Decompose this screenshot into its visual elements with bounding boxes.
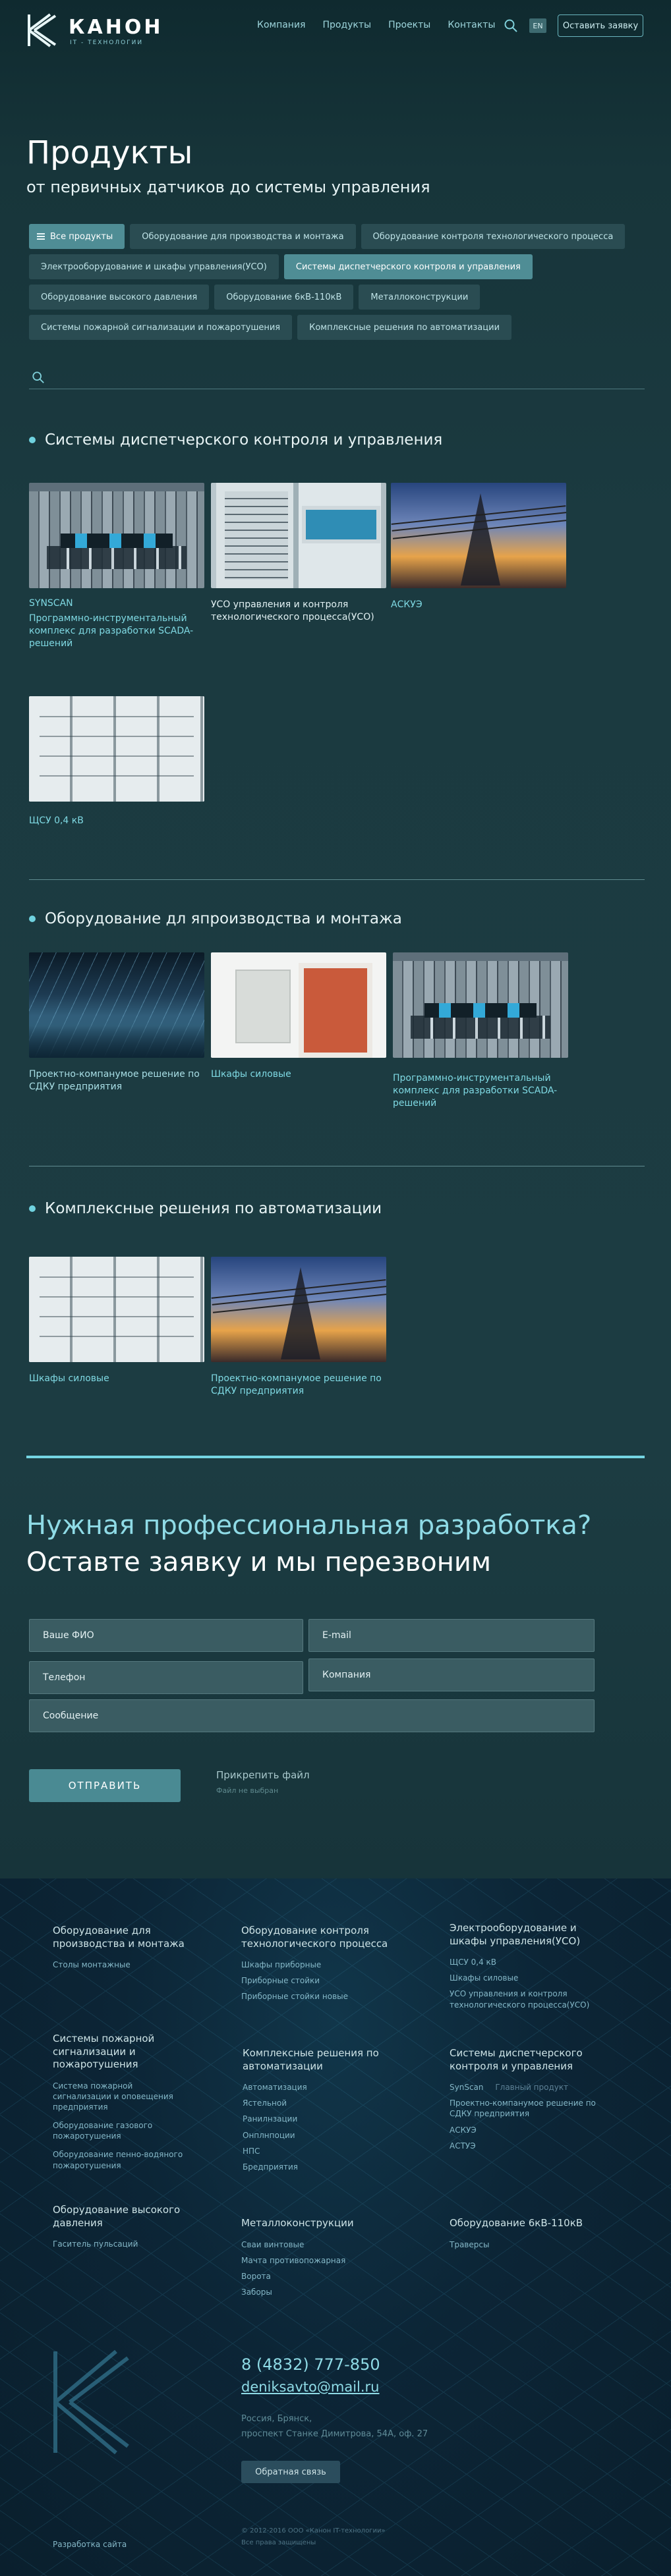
logo-text: КАНОН (69, 16, 163, 39)
product-caption-detail: Программно-инструментальный комплекс для разработки SCADA-решений (29, 613, 194, 649)
copyright (241, 2525, 386, 2549)
product-caption: АСКУЭ (391, 599, 423, 610)
footer-link[interactable]: Шкафы приборные (241, 1960, 322, 1969)
product-image (393, 952, 568, 1058)
address-line: проспект Станке Димитрова, 54А, оф. 27 (241, 2428, 428, 2439)
product-caption: Шкафы силовые (211, 1069, 291, 1080)
product-card[interactable] (211, 483, 386, 624)
product-caption: ЩСУ 0,4 кВ (29, 815, 84, 826)
section-title (29, 431, 442, 449)
footer-link[interactable]: Онплнпоции (243, 2130, 295, 2140)
nav-item-company[interactable]: Компания (257, 20, 306, 30)
footer-link[interactable]: ЩСУ 0,4 кВ (450, 1958, 497, 1967)
footer-column-title[interactable]: Электрооборудование и шкафы управления(УСО) (450, 1922, 581, 1947)
address-line: Россия, Брянск, (241, 2414, 312, 2424)
attach-file-link[interactable]: Прикрепить файл (216, 1769, 310, 1781)
footer-link[interactable]: АСТУЭ (450, 2141, 476, 2151)
company-field[interactable]: Компания (308, 1658, 595, 1691)
page-title: Продукты (26, 134, 193, 171)
footer-column-title[interactable]: Системы диспетчерского контроля и управления (450, 2047, 583, 2072)
footer-link[interactable]: Сваи винтовые (241, 2239, 305, 2249)
product-search-input[interactable] (29, 366, 645, 389)
search-icon (32, 371, 45, 384)
footer-column (243, 2047, 394, 2178)
site-developer-link[interactable]: Разработка сайта (53, 2540, 127, 2549)
product-caption: Шкафы силовые (29, 1373, 109, 1384)
footer-column-title[interactable]: Оборудование для производства и монтажа (53, 1925, 185, 1950)
filter-chip[interactable]: Комплексные решения по автоматизации (297, 315, 511, 340)
footer-link[interactable]: Оборудование пенно-водяного пожаротушения (53, 2150, 183, 2170)
footer-link[interactable]: Главный продукт (495, 2083, 569, 2092)
copyright-line: Все права защищены (241, 2539, 316, 2546)
phone-field[interactable]: Телефон (29, 1661, 303, 1694)
product-card[interactable] (211, 952, 386, 1081)
product-card[interactable] (29, 952, 204, 1093)
nav-item-contacts[interactable]: Контакты (448, 20, 496, 30)
footer-link[interactable]: Заборы (241, 2288, 272, 2297)
product-image (211, 1257, 386, 1362)
footer-link[interactable]: Приборные стойки новые (241, 1992, 349, 2002)
footer-link[interactable]: Ворота (241, 2271, 271, 2281)
section-title-text: Оборудование дл япроизводства и монтажа (45, 910, 402, 927)
filter-chip-label: Все продукты (50, 231, 113, 242)
section-divider (29, 879, 645, 880)
footer-link[interactable]: Приборные стойки (241, 1976, 320, 1986)
product-caption: Проектно-компанумое решение по СДКУ предприятия (211, 1373, 382, 1396)
order-button[interactable]: Оставить заявку (558, 14, 643, 37)
footer-link[interactable]: SynScan (450, 2083, 484, 2092)
bullet-dot (29, 1205, 36, 1212)
product-caption: Программно-инструментальный комплекс для разработки SCADA-решений (393, 1073, 558, 1109)
footer-column (450, 2217, 601, 2255)
footer-column-title[interactable]: Оборудование контроля технологического процесса (241, 1925, 388, 1950)
contact-email[interactable]: deniksavto@mail.ru (241, 2379, 380, 2395)
footer-column (53, 2033, 185, 2176)
product-card[interactable] (211, 1257, 386, 1398)
language-switch[interactable]: EN (529, 18, 546, 33)
footer-link[interactable]: Проектно-компанумое решение по СДКУ предприятия (450, 2098, 596, 2119)
product-image (211, 483, 386, 588)
product-card[interactable] (29, 483, 204, 650)
logo-icon[interactable] (24, 12, 61, 49)
footer-link[interactable]: УСО управления и контроля технологического процесса(УСО) (450, 1989, 590, 2010)
footer-column-title[interactable]: Оборудование высокого давления (53, 2204, 181, 2229)
name-field[interactable]: Ваше ФИО (29, 1619, 303, 1652)
filter-chip[interactable]: Оборудование контроля технологического процесса (361, 224, 626, 249)
message-field[interactable]: Сообщение (29, 1699, 595, 1732)
footer-link[interactable]: НПС (243, 2146, 260, 2156)
footer-link[interactable]: Гаситель пульсаций (53, 2239, 138, 2249)
main-nav (257, 20, 495, 30)
product-image (29, 1257, 204, 1362)
filter-chip-all[interactable] (29, 224, 125, 249)
footer-column (53, 1925, 204, 1975)
footer-link[interactable]: Бредприятия (243, 2162, 299, 2172)
footer-link[interactable]: Ранилнзации (243, 2114, 298, 2124)
nav-item-projects[interactable]: Проекты (388, 20, 431, 30)
contact-address (241, 2412, 428, 2442)
footer-column (241, 2217, 393, 2303)
attach-file-status: Файл не выбран (216, 1786, 279, 1795)
copyright-line: © 2012-2016 ООО «Канон IT-технологии» (241, 2527, 386, 2535)
feedback-button[interactable]: Обратная связь (241, 2461, 340, 2483)
footer-link[interactable]: Оборудование газового пожаротушения (53, 2121, 153, 2141)
footer-link[interactable]: Столы монтажные (53, 1960, 131, 1969)
product-image (391, 483, 566, 588)
section-title (29, 910, 402, 927)
footer-link[interactable]: Автоматизация (243, 2083, 307, 2092)
menu-icon (37, 233, 45, 240)
filter-chip[interactable]: Оборудование 6кВ-110кВ (214, 285, 353, 310)
filter-chip[interactable]: Оборудование для производства и монтажа (130, 224, 355, 249)
nav-item-products[interactable]: Продукты (322, 20, 372, 30)
footer-column-title[interactable]: Оборудование 6кВ-110кВ (450, 2217, 583, 2229)
send-button[interactable]: ОТПРАВИТЬ (29, 1769, 181, 1802)
footer-column (450, 2047, 601, 2156)
filter-chips (29, 224, 649, 340)
footer-link-row (450, 2082, 601, 2093)
logo-subtitle: IT - ТЕХНОЛОГИИ (70, 40, 144, 46)
footer-column-title[interactable]: Металлоконструкции (241, 2217, 354, 2229)
bullet-dot (29, 916, 36, 922)
product-image (29, 483, 204, 588)
footer-logo-icon (44, 2346, 133, 2458)
cta-accent-line (26, 1456, 645, 1458)
search-icon[interactable] (504, 18, 518, 33)
footer-column-title[interactable]: Комплексные решения по автоматизации (243, 2047, 379, 2072)
product-image (211, 952, 386, 1058)
product-card[interactable] (393, 952, 568, 1110)
product-image (29, 952, 204, 1058)
bullet-dot (29, 437, 36, 443)
footer-column (241, 1925, 393, 2008)
section-title-text: Системы диспетчерского контроля и управления (45, 431, 443, 449)
cta-heading-line2: Оставте заявку и мы перезвоним (26, 1547, 492, 1577)
filter-chip[interactable]: Оборудование высокого давления (29, 285, 209, 310)
footer-link[interactable]: Система пожарной сигнализации и оповещения предприятия (53, 2081, 173, 2112)
footer-link[interactable]: Шкафы силовые (450, 1973, 519, 1983)
product-card[interactable] (29, 1257, 204, 1385)
footer-link[interactable]: Мачта противопожарная (241, 2255, 346, 2265)
footer-column (450, 1922, 601, 2015)
footer-column (53, 2204, 185, 2255)
section-title-text: Комплексные решения по автоматизации (45, 1200, 382, 1217)
filter-chip[interactable]: Электрооборудование и шкафы управления(УСО) (29, 254, 279, 279)
section-title (29, 1200, 382, 1217)
product-image (29, 696, 204, 802)
email-field[interactable]: E-mail (308, 1619, 595, 1652)
product-card[interactable] (391, 483, 566, 611)
footer-link[interactable]: Ястельной (243, 2098, 287, 2108)
product-caption: Проектно-компанумое решение по СДКУ предприятия (29, 1069, 200, 1092)
filter-chip-active[interactable]: Системы диспетчерского контроля и управления (284, 254, 533, 279)
footer-link[interactable]: АСКУЭ (450, 2125, 477, 2135)
cta-heading (26, 1507, 591, 1581)
filter-chip[interactable]: Металлоконструкции (359, 285, 480, 310)
filter-chip[interactable]: Системы пожарной сигнализации и пожаротушения (29, 315, 292, 340)
product-caption: УСО управления и контроля технологического процесса(УСО) (211, 599, 374, 622)
footer-column-title[interactable]: Системы пожарной сигнализации и пожаротушения (53, 2033, 155, 2070)
footer-link[interactable]: Траверсы (450, 2239, 490, 2249)
page-subtitle: от первичных датчиков до системы управления (26, 178, 430, 196)
product-card[interactable] (29, 696, 204, 827)
product-caption: SYNSCAN (29, 598, 73, 609)
contact-phone[interactable]: 8 (4832) 777-850 (241, 2355, 380, 2374)
cta-heading-line1: Нужная профессиональная разработка? (26, 1510, 592, 1541)
